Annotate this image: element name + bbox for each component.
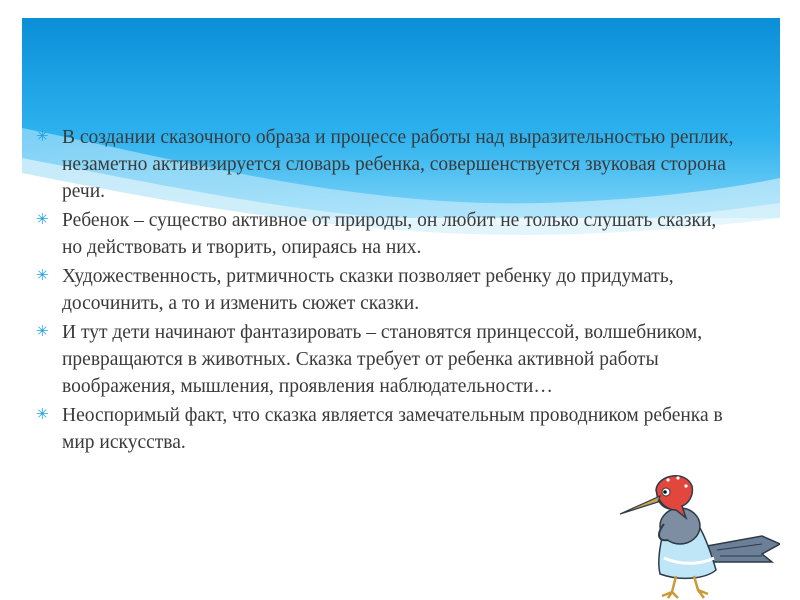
bird-illustration-icon [612, 466, 780, 600]
asterisk-bullet-icon: ✳ [36, 407, 49, 423]
bullet-text: Ребенок – существо активное от природы, он любит не только слушать сказки, но действовать и творить, опираясь на них. [62, 210, 717, 258]
bullet-text: Художественность, ритмичность сказки позволяет ребенку до придумать, досочинить, а то и изменить сюжет сказки. [62, 266, 674, 314]
slide-content [34, 124, 734, 458]
bullet-list [34, 124, 734, 456]
bullet-text: И тут дети начинают фантазировать – становятся принцессой, волшебником, превращаются в животных. Сказка требует от ребенка активной работы воображения, мышления, проявления наблюдательности… [62, 322, 703, 397]
bullet-item [34, 319, 734, 400]
bullet-text: В создании сказочного образа и процессе работы над выразительностью реплик, незаметно активизируется словарь ребенка, совершенствуется звуковая сторона речи. [62, 127, 734, 202]
bullet-item [34, 207, 734, 261]
slide [22, 18, 780, 600]
bullet-item [34, 402, 734, 456]
asterisk-bullet-icon: ✳ [36, 212, 49, 228]
bullet-item [34, 263, 734, 317]
asterisk-bullet-icon: ✳ [36, 268, 49, 284]
bullet-item [34, 124, 734, 205]
asterisk-bullet-icon: ✳ [36, 324, 49, 340]
asterisk-bullet-icon: ✳ [36, 129, 49, 145]
bullet-text: Неоспоримый факт, что сказка является замечательным проводником ребенка в мир искусства. [62, 405, 723, 453]
